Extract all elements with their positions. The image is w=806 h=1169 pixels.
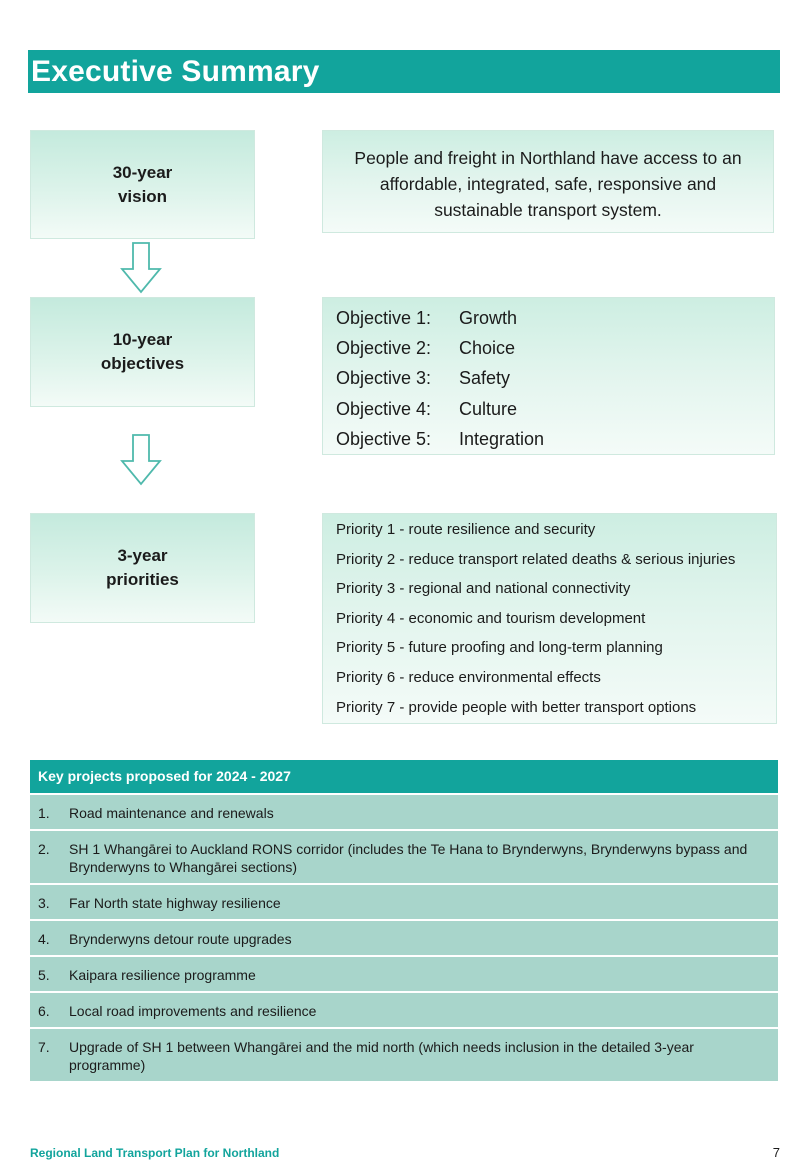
table-row (30, 955, 778, 991)
objective-row (336, 303, 774, 333)
vision-box (322, 130, 774, 233)
objective-label: Objective 5: (336, 428, 432, 449)
priorities-box (322, 513, 777, 724)
priority-item: Priority 6 - reduce environmental effects (336, 668, 601, 686)
objective-label: Objective 2: (336, 338, 432, 359)
row-text: Road maintenance and renewals (69, 805, 274, 821)
vision-label: 30-year vision (112, 162, 173, 206)
row-text: Far North state highway resilience (69, 895, 281, 911)
objective-row (336, 424, 774, 454)
footer-title: Regional Land Transport Plan for Northland (30, 1146, 280, 1160)
key-projects-table (30, 760, 778, 1081)
down-arrow-icon (120, 434, 162, 486)
row-text: SH 1 Whangārei to Auckland RONS corridor (includes the Te Hana to Brynderwyns, Brynderwyns bypass and Brynderwyns to Whangārei sections) (69, 841, 748, 875)
table-row (30, 919, 778, 955)
vision-text: People and freight in Northland have access to an affordable, integrated, safe, responsive and sustainable transport system. (354, 148, 742, 220)
objective-value: Growth (459, 308, 518, 328)
vision-label-box (30, 130, 255, 239)
objectives-label: 10-year objectives (100, 330, 185, 373)
row-number: 1. (38, 805, 50, 821)
down-arrow-icon (120, 242, 162, 294)
objective-value: Safety (459, 368, 511, 389)
row-text: Brynderwyns detour route upgrades (69, 931, 292, 947)
objective-value: Culture (459, 398, 518, 419)
objectives-box (322, 297, 775, 455)
table-row (30, 1027, 778, 1081)
priority-item: Priority 4 - economic and tourism development (336, 609, 646, 627)
objective-value: Integration (459, 428, 545, 449)
table-row (30, 883, 778, 919)
row-text: Kaipara resilience programme (69, 967, 256, 983)
row-number: 2. (38, 841, 50, 857)
row-text: Upgrade of SH 1 between Whangārei and the mid north (which needs inclusion in the detailed 3-year programme) (69, 1039, 694, 1073)
page-title: Executive Summary (28, 50, 780, 93)
priority-item: Priority 7 - provide people with better transport options (336, 698, 697, 716)
row-number: 6. (38, 1003, 50, 1019)
objective-label: Objective 4: (336, 398, 432, 419)
priorities-label: 3-year priorities (106, 546, 179, 589)
table-row (30, 829, 778, 883)
row-number: 7. (38, 1039, 50, 1055)
priorities-label-box (30, 513, 255, 623)
priority-item: Priority 3 - regional and national connectivity (336, 580, 631, 598)
table-row (30, 991, 778, 1027)
objectives-label-box (30, 297, 255, 407)
row-number: 4. (38, 931, 50, 947)
priority-item: Priority 2 - reduce transport related deaths & serious injuries (336, 550, 736, 568)
priority-item: Priority 5 - future proofing and long-term planning (336, 639, 663, 657)
page-number: 7 (772, 1145, 780, 1160)
objective-row (336, 363, 774, 393)
table-row (30, 793, 778, 829)
row-number: 5. (38, 967, 50, 983)
objective-label: Objective 1: (336, 308, 432, 328)
objective-value: Choice (459, 338, 516, 359)
objective-row (336, 333, 774, 363)
row-number: 3. (38, 895, 50, 911)
row-text: Local road improvements and resilience (69, 1003, 317, 1019)
objective-label: Objective 3: (336, 368, 432, 389)
priority-item: Priority 1 - route resilience and security (336, 521, 596, 538)
key-projects-header: Key projects proposed for 2024 - 2027 (30, 760, 778, 793)
objective-row (336, 394, 774, 424)
